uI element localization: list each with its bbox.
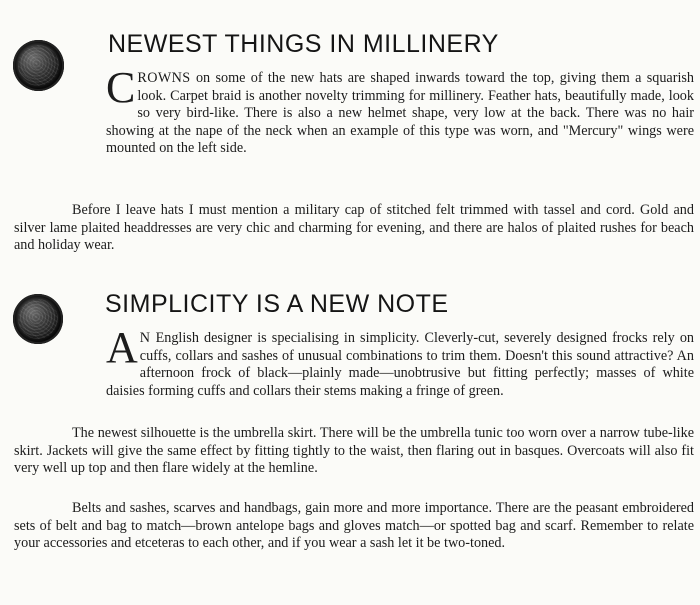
lead-word: ROWNS	[137, 70, 191, 86]
section-heading-simplicity: SIMPLICITY IS A NEW NOTE	[105, 290, 449, 318]
section-heading-millinery: NEWEST THINGS IN MILLINERY	[108, 30, 499, 58]
paragraph-text: The newest silhouette is the umbrella skirt. There will be the umbrella tunic too worn over a narrow tube-like skirt. Jackets will give the same effect by fitting tightly to the waist, then flaring out in basques. Overcoats will also fit very well up top and then flare widely at the hemline.	[14, 425, 694, 476]
millinery-paragraph-2	[14, 202, 694, 255]
dropcap-letter: A	[106, 323, 138, 372]
paragraph-text: on some of the new hats are shaped inwards toward the top, giving them a squarish look. Carpet braid is another novelty trimming for millinery. Feather hats, beautifully made, look so very bird-like. There is also a new helmet shape, very low at the back. There was no hair showing at the nape of the neck when an example of this type was worn, and "Mercury" wings were mounted on the left side.	[106, 70, 695, 156]
simplicity-paragraph-3	[14, 500, 694, 553]
lead-word: N	[139, 330, 151, 346]
paragraph-text: Belts and sashes, scarves and handbags, gain more and more importance. There are the peasant embroidered sets of belt and bag to match—brown antelope bags and gloves match—or spotted bag and scarf. Remember to relate your accessories and etceteras to each other, and if you wear a sash let it be two-toned.	[14, 500, 694, 551]
dropcap-letter: C	[106, 63, 136, 112]
paragraph-text: Before I leave hats I must mention a military cap of stitched felt trimmed with tassel and cord. Gold and silver lame plaited headdresses are very chic and charming for evening, and there are halos of plaited rushes for beach and holiday wear.	[14, 202, 694, 253]
simplicity-paragraph-1	[14, 323, 695, 400]
simplicity-paragraph-2	[14, 425, 694, 478]
paragraph-text: English designer is specialising in simplicity. Cleverly-cut, severely designed frocks rely on cuffs, collars and sashes of unusual combinations to trim them. Doesn't this sound attractive? An afternoon frock of black—plainly made—unobtrusive but fitting perfectly; masses of white daisies forming cuffs and collars their stems making a fringe of green.	[106, 330, 695, 399]
millinery-paragraph-1	[14, 63, 695, 158]
